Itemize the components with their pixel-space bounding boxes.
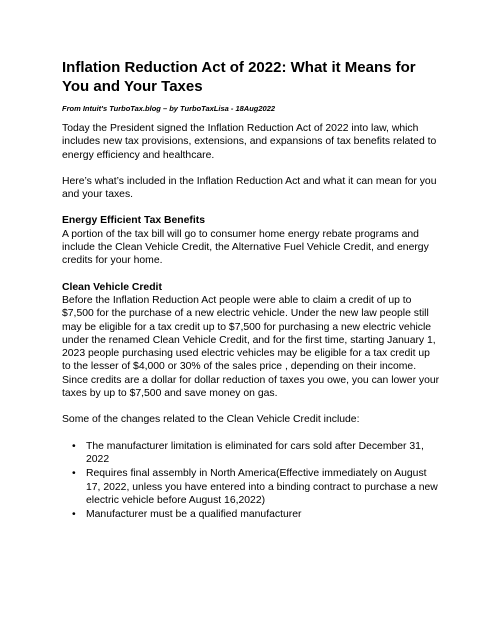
document-content [62,58,440,522]
document-title: Inflation Reduction Act of 2022: What it Means for You and Your Taxes [62,59,416,95]
bullet-icon: • [72,440,76,452]
section-energy-efficient [62,214,440,267]
section-body: A portion of the tax bill will go to consumer home energy rebate programs and include the Clean Vehicle Credit, the Alternative Fuel Vehicle Credit, and energy credits for your home. [62,228,429,267]
section-heading: Energy Efficient Tax Benefits [62,215,206,227]
list-item [72,440,440,467]
document-byline: From Intuit's TurboTax.blog – by TurboTaxLisa - 18Aug2022 [62,104,276,113]
changes-list [62,440,440,522]
section-heading: Clean Vehicle Credit [62,281,162,293]
bullet-icon: • [72,509,76,521]
bullet-icon: • [72,468,76,480]
changes-intro: Some of the changes related to the Clean Vehicle Credit include: [62,414,360,426]
section-clean-vehicle [62,281,440,401]
list-item-text: Manufacturer must be a qualified manufacturer [86,509,302,521]
section-body: Before the Inflation Reduction Act people were able to claim a credit of up to $7,500 for the purchase of a new electric vehicle. Under the new law people still may be eligible for a tax credit up to $7,500 for purchasing a new electric vehicle under the renamed Clean Vehicle Credit, and for the first time, starting January 1, 2023 people purchasing used electric vehicles may be eligible for a tax credit up to the lesser of $4,000 or 30% of the sales price , depending on their income. Since credits are a dollar for dollar reduction of taxes you owe, you can lower your taxes by up to $7,500 and save money on gas. [62,294,440,400]
list-item [72,508,440,521]
list-item-text: Requires final assembly in North America(Effective immediately on August 17, 2022, unless you have entered into a binding contract to purchase a new electric vehicle before August 16,2022) [86,468,438,506]
overview-paragraph: Here’s what’s included in the Inflation Reduction Act and what it can mean for you and your taxes. [62,175,437,201]
list-item-text: The manufacturer limitation is eliminated for cars sold after December 31, 2022 [86,440,424,465]
list-item [72,467,440,507]
intro-paragraph: Today the President signed the Inflation Reduction Act of 2022 into law, which includes new tax provisions, extensions, and expansions of tax benefits related to energy efficiency and healthcare. [62,123,437,161]
